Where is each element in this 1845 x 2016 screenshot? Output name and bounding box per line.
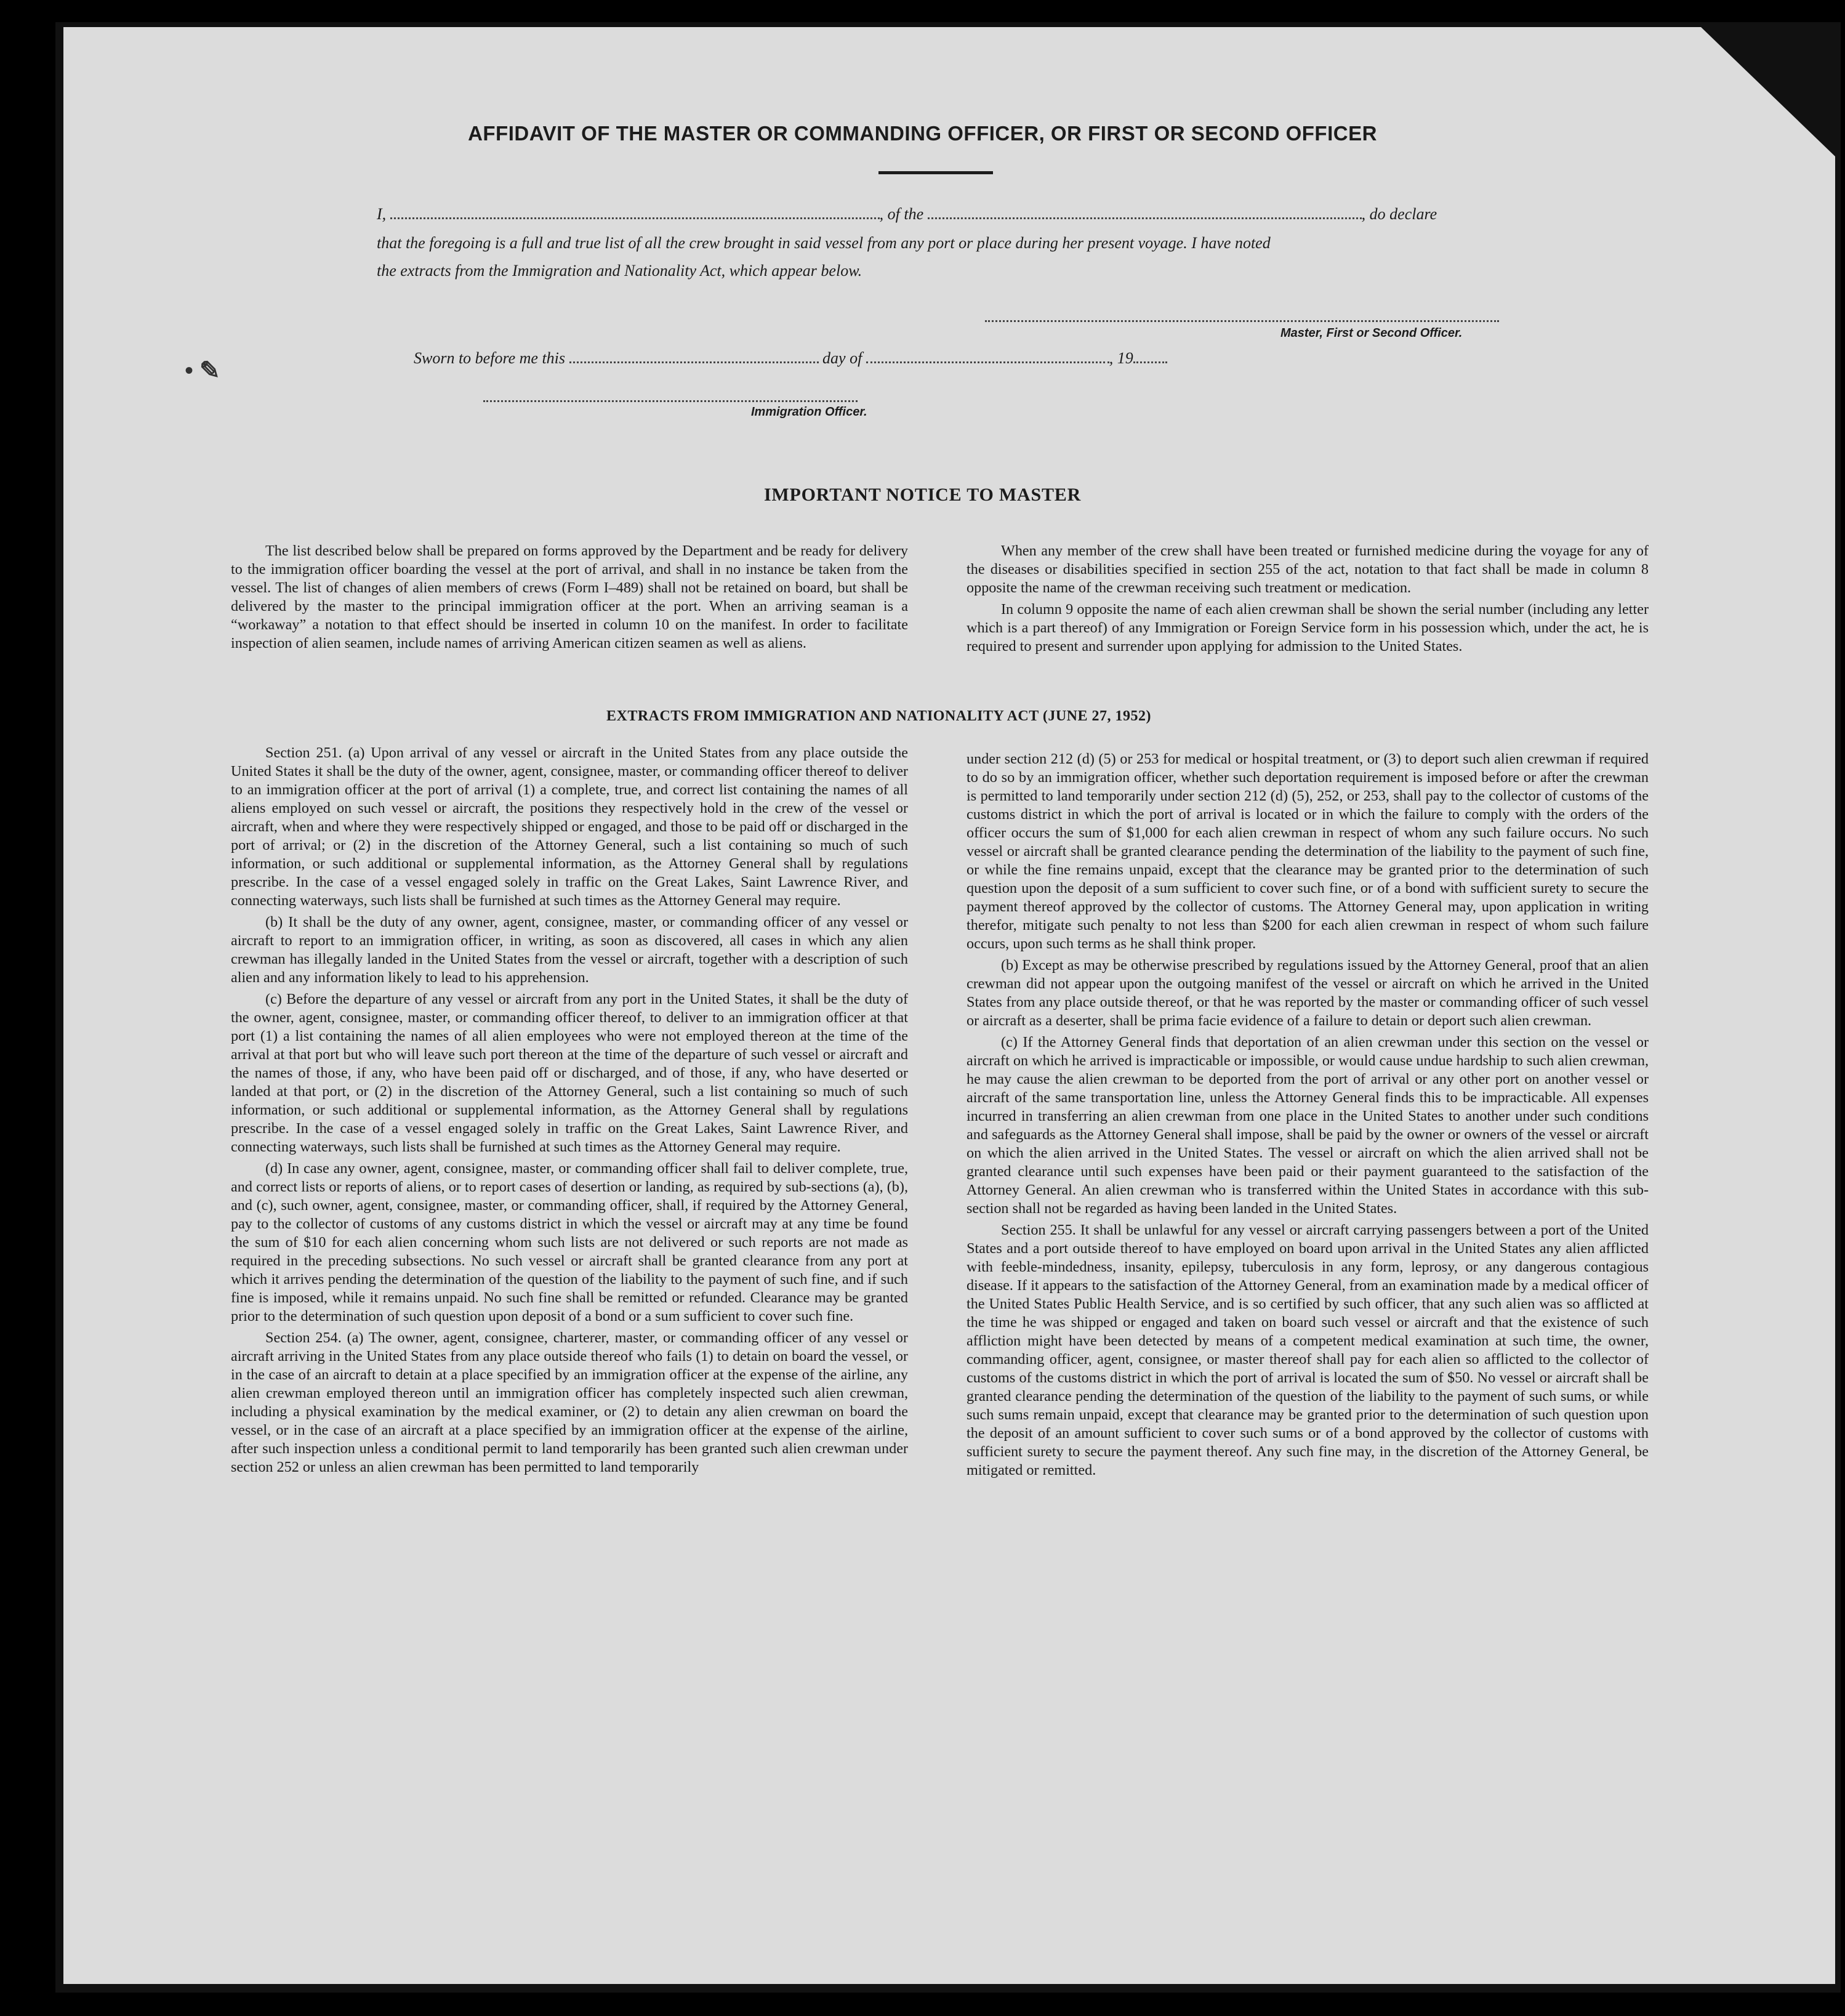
section-254-a-continued: under section 212 (d) (5) or 253 for medical or hospital treatment, or (3) to deport such alien crewman if required to do so by an immigration officer, whether such deportation requirement is imposed before or after the crewman is permitted to land temporarily under section 212 (d) (5), 252, or 253, shall pay to the collector of customs of the customs district in which the port of arrival is located or in which the failure to comply with the orders of the officer occurs the sum of $1,000 for each alien crewman in respect of whom any such failure occurs. No such vessel or aircraft shall be granted clearance pending the determination of the liability to the payment of such fine, or while the fine remains unpaid, except that the clearance may be granted prior to the determination of such question upon the deposit of a sum sufficient to cover such fine, or of a bond with sufficient surety to secure the payment thereof approved by the collector of customs. The Attorney General may, upon application in writing therefor, mitigate such penalty to not less than $200 for each alien crewman in respect of whom such failure occurs, upon such terms as he shall think proper.: [967, 751, 1649, 952]
i-label: I,: [377, 205, 387, 223]
section-254-a: Section 254. (a) The owner, agent, consignee, charterer, master, or commanding officer of any vessel or aircraft arriving in the United States from any place outside thereof who fails (1) to detain on board the vessel, or in the case of an aircraft to detain at a place specified by an immigration officer at the expense of the airline, any alien crewman employed thereon until an immigration officer has completely inspected such alien crewman, including a physical examination by the medical examiner, or (2) to detain any alien crewman on board the vessel, or in the case of an aircraft at a place specified by an immigration officer at the expense of the airline, after such inspection unless a conditional permit to land temporarily has been granted such alien crewman under section 252 or unless an alien crewman has been permitted to land temporarily: [231, 1329, 908, 1475]
declaration-line-1: that the foregoing is a full and true list of all the crew brought in said vessel from any port or place during her present voyage. I have noted: [377, 234, 1271, 252]
immigration-officer-signature-line[interactable]: [483, 400, 858, 402]
title-rule: [878, 171, 993, 174]
section-251-d: (d) In case any owner, agent, consignee, master, or commanding officer shall fail to deliver complete, true, and correct lists or reports of aliens, or to report cases of desertion or landing, as required by sub-sections (a), (b), and (c), such owner, agent, consignee, master, or commanding officer, shall, if required by the Attorney General, pay to the collector of customs of any customs district in which the vessel or aircraft may at any time be found the sum of $10 for each alien concerning whom such lists are not delivered or such reports are not made as required in the preceding subsections. No such vessel or aircraft shall be granted clearance from any port at which it arrives pending the determination of the question of the liability to the payment of such fine, and if such fine is imposed, while it remains unpaid. No such fine shall be remitted or refunded. Clearance may be granted prior to the determination of such question upon deposit of a bond or a sum sufficient to cover such fine.: [231, 1160, 908, 1325]
section-251-c: (c) Before the departure of any vessel or aircraft from any port in the United States, it shall be the duty of the owner, agent, consignee, master, or commanding officer thereof, to deliver to an immigration officer at that port (1) a list containing the names of all alien employees who were not employed thereon at the time of the arrival at that port but who will leave such port thereon at the time of the departure of such vessel or aircraft and the names of those, if any, who have been paid off or discharged, and of those, if any, who have deserted or landed at that port, or (2) in the discretion of the Attorney General, such a list containing so much of such information, or such additional or supplemental information, as the Attorney General shall by regulations prescribe. In the case of a vessel engaged solely in traffic on the Great Lakes, Saint Lawrence River, and connecting waterways, such lists shall be furnished at such times as the Attorney General may require.: [231, 991, 908, 1155]
name-blank[interactable]: [390, 206, 880, 219]
margin-mark: • ✎: [185, 357, 220, 384]
section-254-b: (b) Except as may be otherwise prescribed by regulations issued by the Attorney General, proof that an alien crewman did not appear upon the outgoing manifest of the vessel or aircraft on which he arrived in the United States from any place outside thereof, or that he was reported by the master or commanding officer of such vessel or aircraft as a deserter, shall be prima facie evidence of a failure to detain or deport such alien crewman.: [967, 957, 1649, 1029]
master-caption: Master, First or Second Officer.: [1280, 326, 1463, 340]
section-251-b: (b) It shall be the duty of any owner, agent, consignee, master, or commanding officer of any vessel or aircraft to report to an immigration officer, in writing, as soon as discovered, all cases in which any alien crewman has illegally landed in the United States from the vessel or aircraft, together with a description of such alien and any information likely to lead to his apprehension.: [231, 914, 908, 986]
of-the-label: , of the: [879, 205, 924, 223]
section-255: Section 255. It shall be unlawful for any vessel or aircraft carrying passengers between a port of the United States and a port outside thereof to have employed on board upon arrival in the United States any alien afflicted with feeble-mindedness, insanity, epilepsy, tuberculosis in any form, leprosy, or any dangerous contagious disease. If it appears to the satisfaction of the Attorney General, from an examination made by a medical officer of the United States Public Health Service, and is so certified by such officer, that any such alien was so afflicted at the time he was shipped or engaged and taken on board such vessel or aircraft and that the existence of such affliction might have been detected by means of a competent medical examination at such time, the owner, commanding officer, agent, consignee, or master thereof shall pay for each alien so afflicted to the collector of customs of the customs district in which the port of arrival is located the sum of $50. No vessel or aircraft shall be granted clearance pending the determination of the question of the liability to the payment of such sums, or while such sums remain unpaid, except that clearance may be granted prior to the determination of such question upon the deposit of an amount sufficient to cover such sums or of a bond approved by the collector of customs with sufficient surety to secure the payment thereof. Any such fine may, in the discretion of the Attorney General, be mitigated or remitted.: [967, 1222, 1649, 1478]
notice-left-paragraph: The list described below shall be prepared on forms approved by the Department and be ready for delivery to the immigration officer boarding the vessel at the port of arrival, and shall in no instance be taken from the vessel. The list of changes of alien members of crews (Form I–489) shall not be retained on board, but shall be delivered by the master to the principal immigration officer at the port. When an arriving seaman is a “workaway” a notation to that effect should be inserted in column 10 on the manifest. In order to facilitate inspection of alien seamen, include names of arriving American citizen seamen as well as aliens.: [231, 542, 908, 651]
notice-right-paragraph-1: When any member of the crew shall have been treated or furnished medicine during the voyage for any of the diseases or disabilities specified in section 255 of the act, notation to that fact shall be made in column 8 opposite the name of the crewman receiving such treatment or medication.: [967, 542, 1649, 596]
master-signature-line[interactable]: [985, 320, 1499, 322]
year-label: , 19: [1109, 349, 1133, 367]
extracts-right-column: [967, 750, 1649, 1480]
day-of-label: day of: [822, 349, 862, 367]
notice-title: IMPORTANT NOTICE TO MASTER: [763, 485, 1082, 505]
extracts-title: EXTRACTS FROM IMMIGRATION AND NATIONALITY ACT (JUNE 27, 1952): [606, 708, 1151, 724]
notice-left-column: [231, 542, 908, 653]
sworn-label: Sworn to before me this: [414, 349, 566, 367]
notice-right-column: [967, 542, 1649, 656]
sworn-line: [414, 349, 1167, 368]
vessel-blank[interactable]: [928, 206, 1362, 219]
extracts-left-column: [231, 744, 908, 1477]
do-declare-label: , do declare: [1361, 205, 1437, 223]
sworn-month-blank[interactable]: [866, 350, 1109, 363]
section-251-a: Section 251. (a) Upon arrival of any vessel or aircraft in the United States from any place outside the United States it shall be the duty of the owner, agent, consignee, master, or commanding officer thereof to deliver to an immigration officer at the port of arrival (1) a complete, true, and correct list containing the names of all aliens employed on such vessel or aircraft, the positions they respectively hold in the crew of the vessel or aircraft, when and where they were respectively shipped or engaged, and those to be paid off or discharged in the port of arrival; or (2) in the discretion of the Attorney General, such a list containing so much of such information, or such additional or supplemental information, as the Attorney General shall by regulations prescribe. In the case of a vessel engaged solely in traffic on the Great Lakes, Saint Lawrence River, and connecting waterways, such lists shall be furnished at such times as the Attorney General may require.: [231, 744, 908, 909]
notice-right-paragraph-2: In column 9 opposite the name of each alien crewman shall be shown the serial number (including any letter which is a part thereof) of any Immigration or Foreign Service form in his possession which, under the act, he is required to present and surrender upon applying for admission to the United States.: [967, 601, 1649, 655]
sworn-year-blank[interactable]: [1133, 350, 1167, 363]
immigration-officer-caption: Immigration Officer.: [751, 405, 867, 419]
sworn-day-blank[interactable]: [569, 350, 819, 363]
affidavit-title: AFFIDAVIT OF THE MASTER OR COMMANDING OFFICER, OR FIRST OR SECOND OFFICER: [468, 122, 1377, 145]
declaration-line-2: the extracts from the Immigration and Nationality Act, which appear below.: [377, 262, 862, 280]
declaration-fill-line: [377, 205, 1437, 224]
section-254-c: (c) If the Attorney General finds that deportation of an alien crewman under this section on the vessel or aircraft on which he arrived is impracticable or impossible, or would cause undue hardship to such alien crewman, he may cause the alien crewman to be deported from the port of arrival or any other port on another vessel or aircraft of the same transportation line, unless the Attorney General finds this to be impracticable. All expenses incurred in transferring an alien crewman from one place in the United States to another under such conditions and safeguards as the Attorney General shall impose, shall be paid by the owner or owners of the vessel or aircraft on which the alien arrived in the United States. The vessel or aircraft on which the alien arrived shall not be granted clearance until such expenses have been paid or their payment guaranteed to the satisfaction of the Attorney General. An alien crewman who is transferred within the United States in accordance with this sub-section shall not be regarded as having been landed in the United States.: [967, 1034, 1649, 1217]
